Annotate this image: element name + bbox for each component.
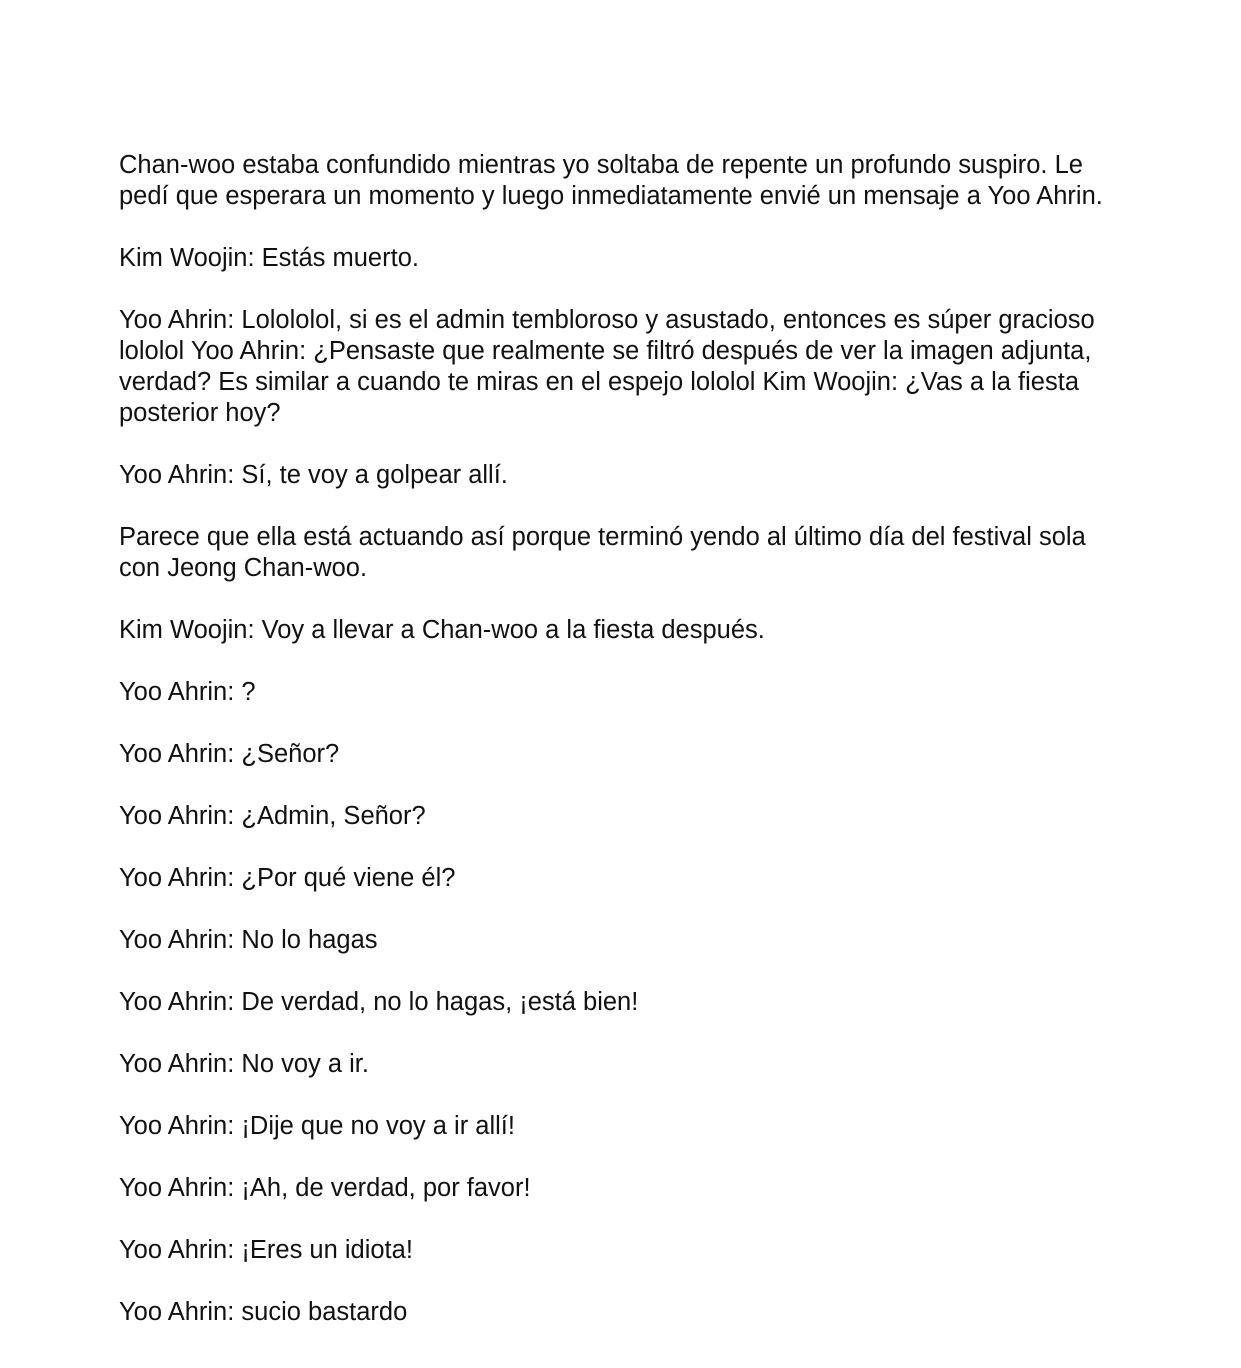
chat-line: Yoo Ahrin: sucio bastardo [119,1298,408,1326]
chat-line: Yoo Ahrin: ¡Dije que no voy a ir allí! [119,1112,515,1140]
chat-line: Yoo Ahrin: ¿Admin, Señor? [119,802,426,830]
paragraph-narration: Parece que ella está actuando así porque terminó yendo al último día del festival sola con Jeong Chan-woo. [119,523,1086,582]
chat-line: Yoo Ahrin: ¡Eres un idiota! [119,1236,413,1264]
chat-line: Yoo Ahrin: Sí, te voy a golpear allí. [119,461,508,489]
chat-line: Yoo Ahrin: ? [119,678,256,706]
chat-line: Yoo Ahrin: ¿Por qué viene él? [119,864,456,892]
chat-line: Yoo Ahrin: No lo hagas [119,926,378,954]
chat-line: Yoo Ahrin: ¿Señor? [119,740,340,768]
paragraph-intro: Chan-woo estaba confundido mientras yo soltaba de repente un profundo suspiro. Le pedí que esperara un momento y luego inmediatamente envié un mensaje a Yoo Ahrin. [119,151,1103,210]
chat-line: Yoo Ahrin: ¡Ah, de verdad, por favor! [119,1174,531,1202]
chat-line: Kim Woojin: Estás muerto. [119,244,419,272]
chat-line: Yoo Ahrin: De verdad, no lo hagas, ¡está bien! [119,988,639,1016]
chat-line: Yoo Ahrin: Lolololol, si es el admin tembloroso y asustado, entonces es súper gracioso lololol Yoo Ahrin: ¿Pensaste que realmente se filtró después de ver la imagen adjunta, verdad? Es similar a cuando te miras en el espejo lololol Kim Woojin: ¿Vas a la fiesta posterior hoy? [119,306,1095,427]
chat-line: Yoo Ahrin: No voy a ir. [119,1050,369,1078]
chat-line: Kim Woojin: Voy a llevar a Chan-woo a la fiesta después. [119,616,765,644]
document-body [119,150,1119,1359]
